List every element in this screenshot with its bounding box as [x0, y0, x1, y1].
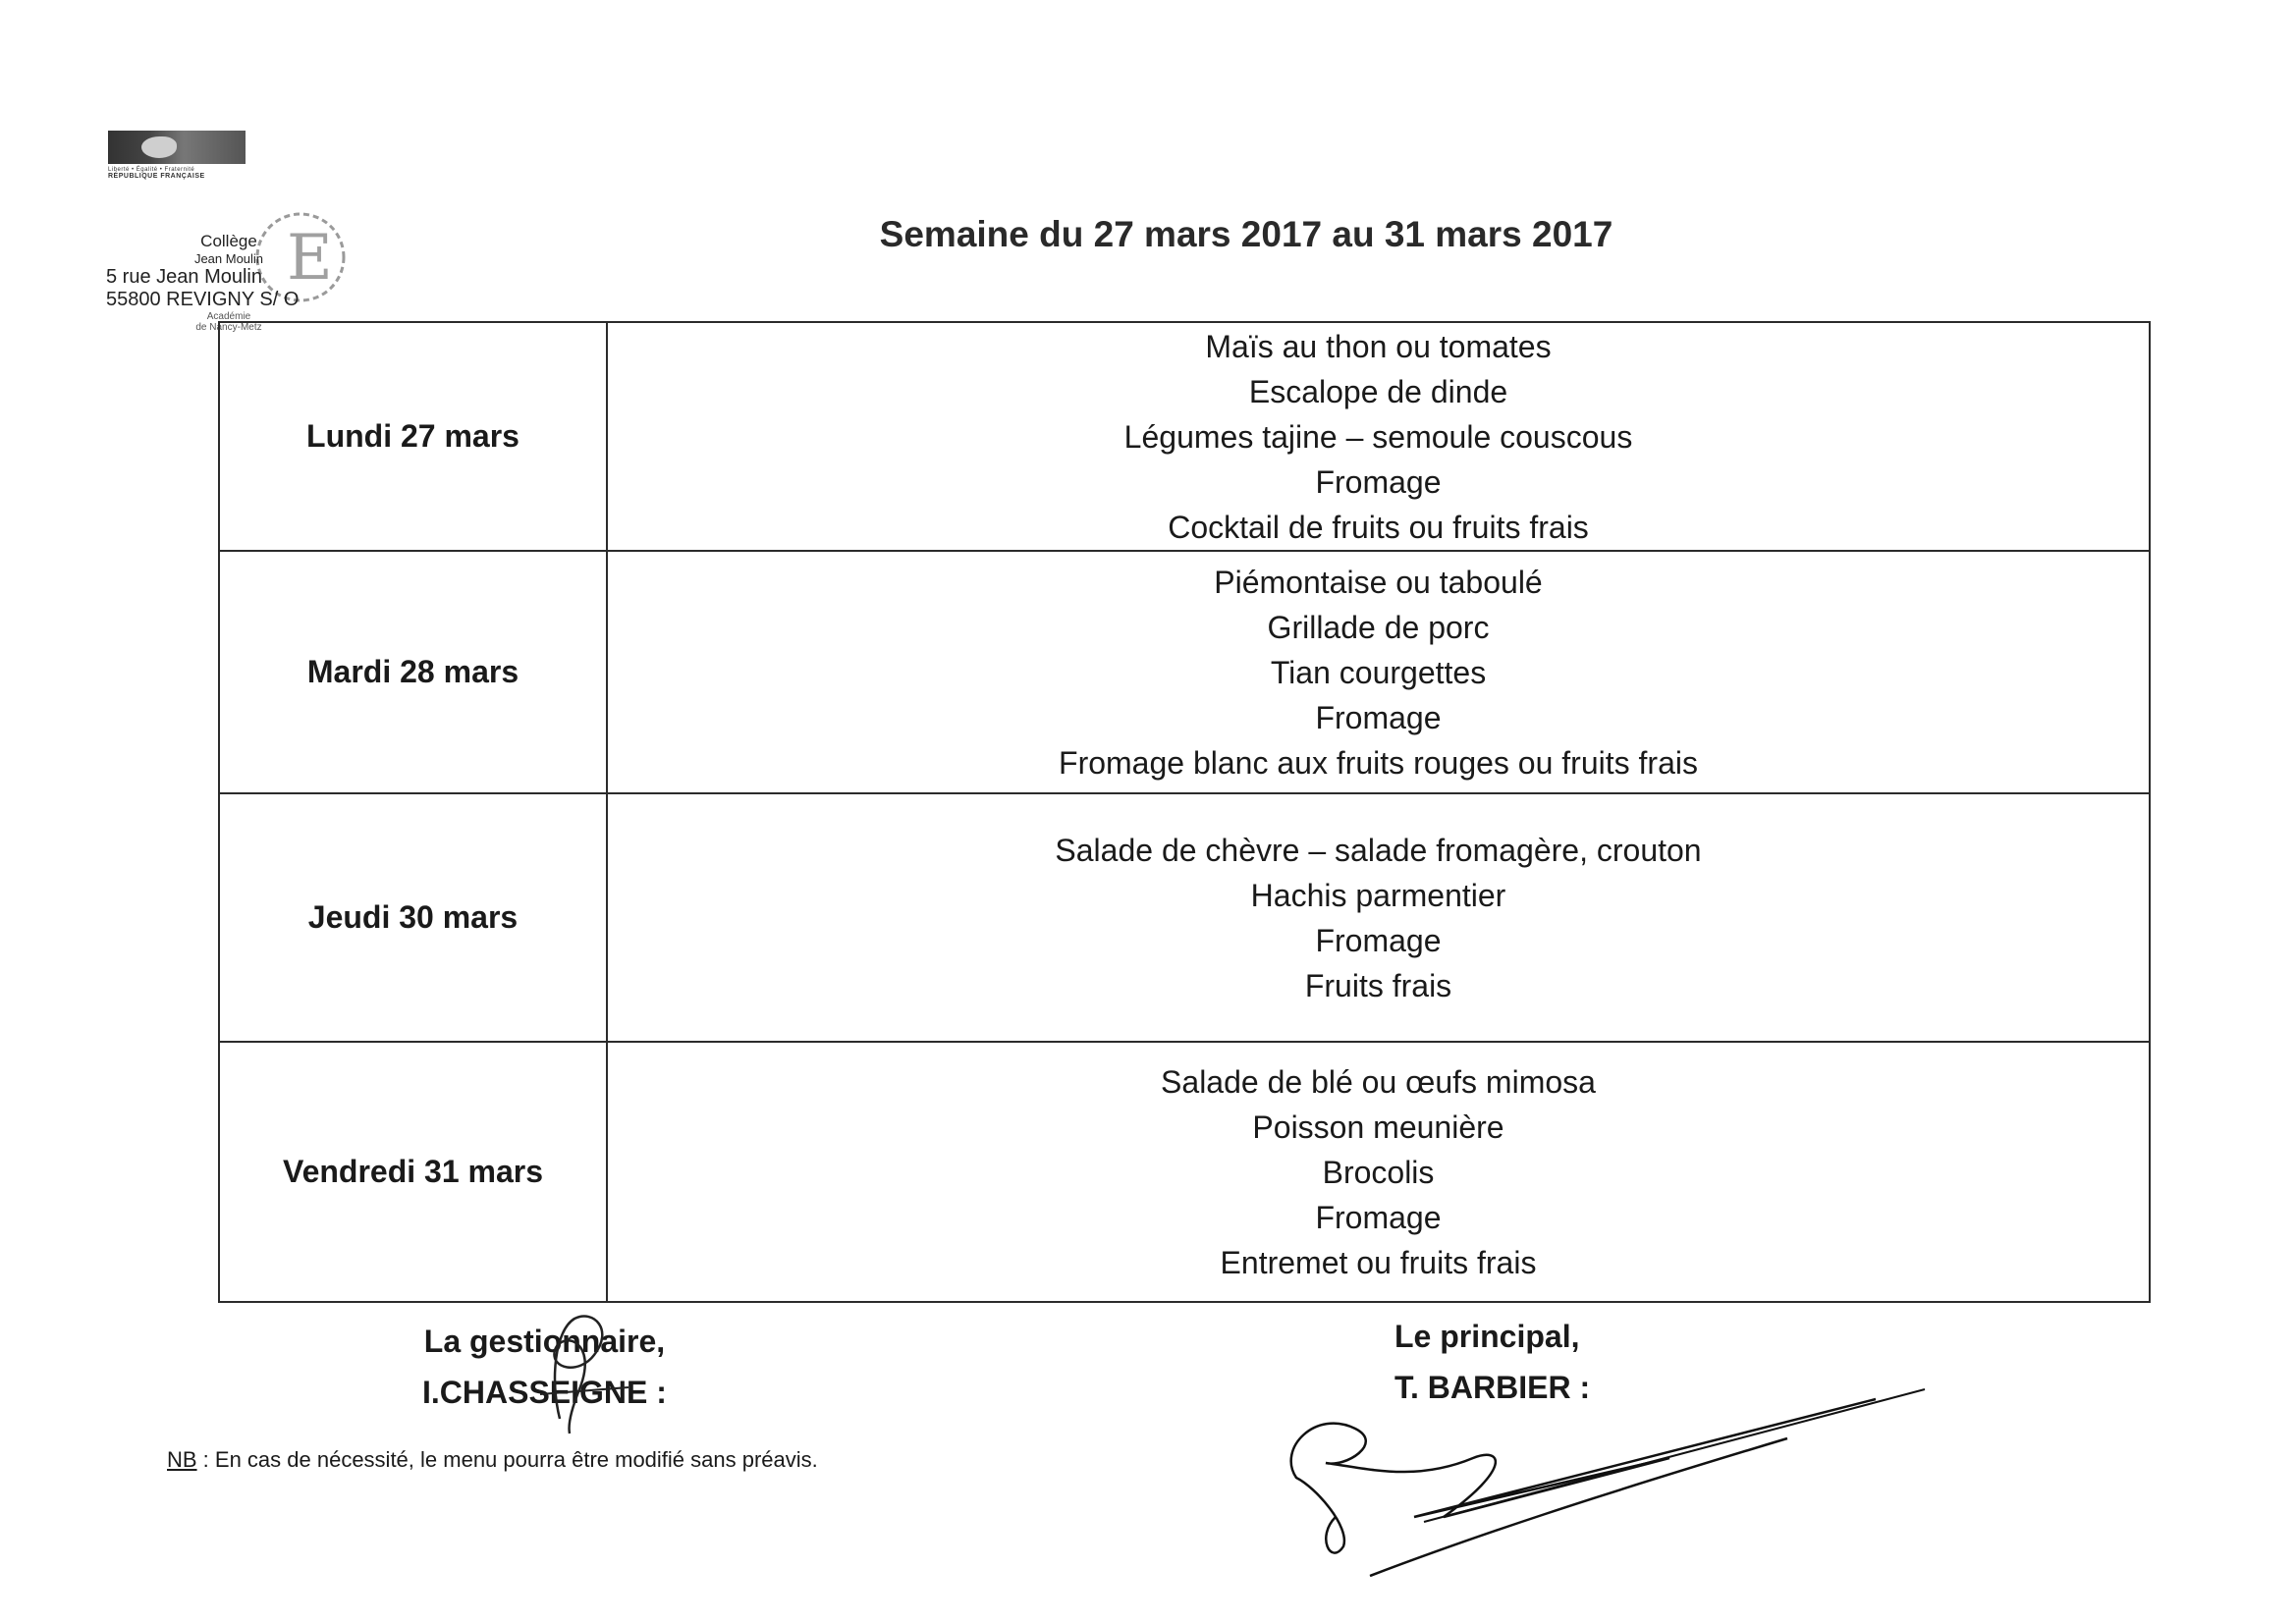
school-name: Jean Moulin	[193, 251, 264, 266]
signature-name: I.CHASSEIGNE :	[422, 1375, 667, 1410]
dish-item: Poisson meunière	[1252, 1109, 1504, 1145]
dish-item: Brocolis	[1322, 1154, 1435, 1190]
dish-item: Fromage	[1315, 922, 1442, 958]
academy-line-1: Académie	[206, 311, 251, 322]
dish-item: Fromage	[1315, 463, 1442, 500]
dish-item: Tian courgettes	[1270, 654, 1487, 690]
page-title: Semaine du 27 mars 2017 au 31 mars 2017	[879, 214, 1613, 254]
dish-item: Piémontaise ou taboulé	[1214, 564, 1543, 600]
dishes-cell	[607, 1042, 2150, 1302]
dish-item: Escalope de dinde	[1248, 373, 1508, 409]
note-label: NB	[167, 1447, 197, 1472]
handwritten-signature-right-icon	[1277, 1370, 1944, 1596]
school-type: Collège	[200, 232, 257, 250]
school-street: 5 rue Jean Moulin	[106, 266, 262, 288]
note-text: : En cas de nécessité, le menu pourra être modifié sans préavis.	[196, 1447, 818, 1472]
table-row	[219, 1042, 2150, 1302]
table-row	[219, 551, 2150, 793]
day-cell: Lundi 27 mars	[219, 322, 607, 551]
signature-block-gestionnaire	[422, 1316, 667, 1418]
stamp-letter: E	[287, 222, 333, 295]
signature-block-principal	[1394, 1311, 1590, 1413]
school-city: 55800 REVIGNY S/ O	[106, 289, 300, 310]
day-cell: Mardi 28 mars	[219, 551, 607, 793]
dish-item: Salade de chèvre – salade fromagère, crouton	[1055, 832, 1702, 868]
signature-name: T. BARBIER :	[1394, 1370, 1591, 1405]
academy-line-2: de Nancy-Metz	[195, 322, 262, 333]
dish-item: Maïs au thon ou tomates	[1205, 328, 1552, 364]
dish-item: Légumes tajine – semoule couscous	[1123, 418, 1633, 455]
signature-role: La gestionnaire,	[423, 1324, 666, 1359]
dish-item: Salade de blé ou œufs mimosa	[1161, 1063, 1596, 1100]
dish-item: Grillade de porc	[1267, 609, 1490, 645]
dish-item: Fromage	[1315, 1199, 1442, 1235]
day-cell: Vendredi 31 mars	[219, 1042, 607, 1302]
footer-note	[167, 1447, 818, 1473]
dish-item: Cocktail de fruits ou fruits frais	[1168, 509, 1589, 545]
dishes-cell	[607, 793, 2150, 1042]
dishes-cell	[607, 322, 2150, 551]
dish-item: Fruits frais	[1304, 967, 1452, 1003]
marianne-logo-icon	[108, 131, 246, 180]
dish-item: Hachis parmentier	[1250, 877, 1506, 913]
table-row	[219, 793, 2150, 1042]
logo-motto: Liberté • Égalité • Fraternité	[108, 167, 195, 173]
dishes-cell	[607, 551, 2150, 793]
day-cell: Jeudi 30 mars	[219, 793, 607, 1042]
dish-item: Entremet ou fruits frais	[1220, 1244, 1537, 1280]
table-row	[219, 322, 2150, 551]
signature-role: Le principal,	[1394, 1319, 1580, 1354]
logo-flag	[108, 131, 246, 164]
menu-table	[218, 321, 2151, 1303]
dish-item: Fromage blanc aux fruits rouges ou fruits frais	[1059, 744, 1698, 781]
dish-item: Fromage	[1315, 699, 1442, 735]
logo-country: RÉPUBLIQUE FRANÇAISE	[108, 173, 205, 180]
